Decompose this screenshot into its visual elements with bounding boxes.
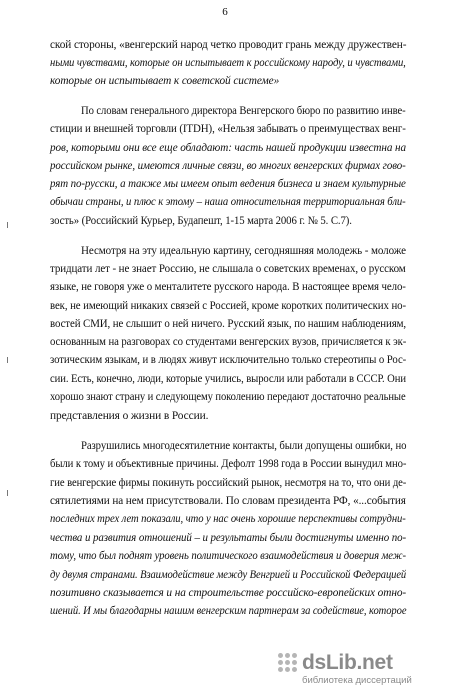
text-line: тому, что был поднят уровень политического взаимодействия и доверия меж- — [50, 550, 406, 562]
margin-tick — [7, 222, 8, 228]
text-line: языке, не говоря уже о менталитете русского народа. В настоящее время чело- — [50, 281, 406, 293]
margin-tick — [7, 357, 8, 363]
text-line: зость» (Российский Курьер, Будапешт, 1-15 марта 2006 г. № 5. С.7). — [50, 215, 352, 227]
text-line: тридцати лет - не знает Россию, не слышала о советских временах, о русском — [50, 263, 406, 275]
text-line: шений. И мы благодарны нашим венгерским партнерам за содействие, которое — [50, 605, 407, 617]
text-line: которые он испытывает к советской системе» — [50, 75, 280, 87]
text-line: позитивно сказывается и на строительстве российско-европейских отно- — [50, 587, 407, 599]
text-line: последних трех лет показали, что у нас очень хорошие перспективы сотрудни- — [50, 513, 406, 525]
text-line: ров, которыми они все еще обладают: часть нашей продукции известна на — [50, 142, 407, 154]
text-line: представления о жизни в России. — [50, 410, 209, 422]
text-line: Несмотря на эту идеальную картину, сегодняшняя молодежь - моложе — [81, 245, 406, 257]
text-line: чества и развития отношений – и результаты были достигнуты именно по- — [50, 532, 407, 544]
text-line: сии. Есть, конечно, люди, которые учились, выросли или работали в СССР. Они — [50, 373, 406, 385]
text-line: гие венгерские фирмы покинуть российский рынок, несмотря на то, что они де- — [50, 477, 407, 489]
text-line: зотическим языкам, и в людях живут исключительно только стереотипы о Рос- — [50, 354, 407, 366]
page-number: 6 — [222, 6, 228, 18]
text-line: стиции и внешней торговли (ITDH), «Нельзя забывать о преимуществах венг- — [50, 123, 406, 135]
text-line: век, не имеющий никаких связей с Россией, кроме коротких политических но- — [50, 300, 407, 312]
text-line: российском рынке, имеются личные связи, во многих венгерских фирмах гово- — [50, 160, 406, 172]
text-line: востей СМИ, не слышит о ней ничего. Русский язык, по нашим наблюдениям, — [50, 318, 407, 330]
text-line: основанным на разговорах со студентами венгерских вузов, причисляется к эк- — [50, 336, 407, 348]
margin-tick — [7, 490, 8, 496]
text-line: ду двумя странами. Взаимодействие между Венгрией и Российской Федерацией — [50, 569, 407, 581]
text-line: По словам генерального директора Венгерского бюро по развитию инве- — [81, 105, 406, 117]
text-line: хорошо знают страну и следующему поколению передают достаточно реальные — [50, 391, 406, 403]
text-line: ской стороны, «венгерский народ четко проводит грань между дружествен- — [50, 39, 407, 51]
watermark — [278, 651, 438, 691]
text-line: сятилетиями на нем присутствовали. По словам президента РФ, «...события — [50, 495, 406, 507]
watermark-tagline: библиотека диссертаций — [302, 675, 412, 686]
text-line: Разрушились многодесятилетние контакты, были допущены ошибки, но — [81, 440, 407, 452]
watermark-brand: dsLib.net — [302, 651, 393, 674]
text-line: рят по-русски, а также мы имеем опыт ведения бизнеса и знаем культурные — [50, 178, 406, 190]
text-line: обычаи страны, и плюс к этому – наша относительная территориальная бли- — [50, 196, 406, 208]
text-line: были к тому и объективные причины. Дефолт 1998 года в России вынудил мно- — [50, 458, 407, 470]
text-line: ными чувствами, которые он испытывает к российскому народу, и чувствами, — [50, 57, 406, 69]
